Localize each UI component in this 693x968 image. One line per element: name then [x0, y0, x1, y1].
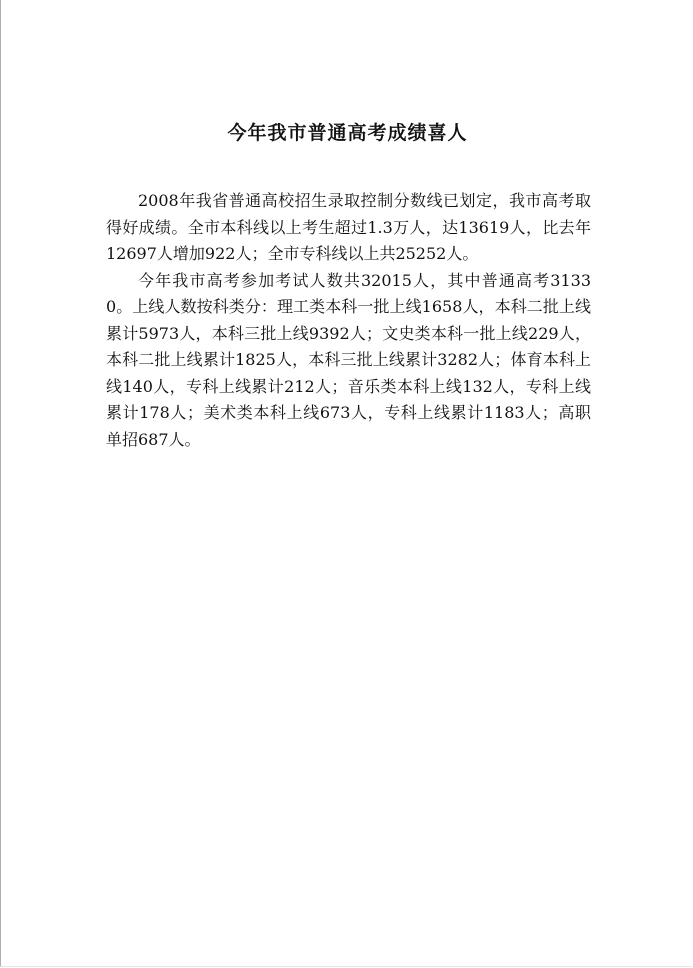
paragraph-results-details: 今年我市高考参加考试人数共32015人，其中普通高考31330。上线人数按科类分：理工类本科一批上线1658人，本科二批上线累计5973人，本科三批上线9392人；文史类本科一批上线229人，本科二批上线累计1825人，本科三批上线累计3282人；体育本科上线140人，专科上线累计212人；音乐类本科上线132人，专科上线累计178人；美术类本科上线673人，专科上线累计1183人；高职单招687人。	[106, 270, 591, 449]
document-body	[106, 188, 591, 453]
paragraph-results-summary: 2008年我省普通高校招生录取控制分数线已划定，我市高考取得好成绩。全市本科线以上考生超过1.3万人，达13619人，比去年12697人增加922人；全市专科线以上共25252人。	[106, 191, 591, 263]
document-title: 今年我市普通高考成绩喜人	[227, 122, 468, 144]
